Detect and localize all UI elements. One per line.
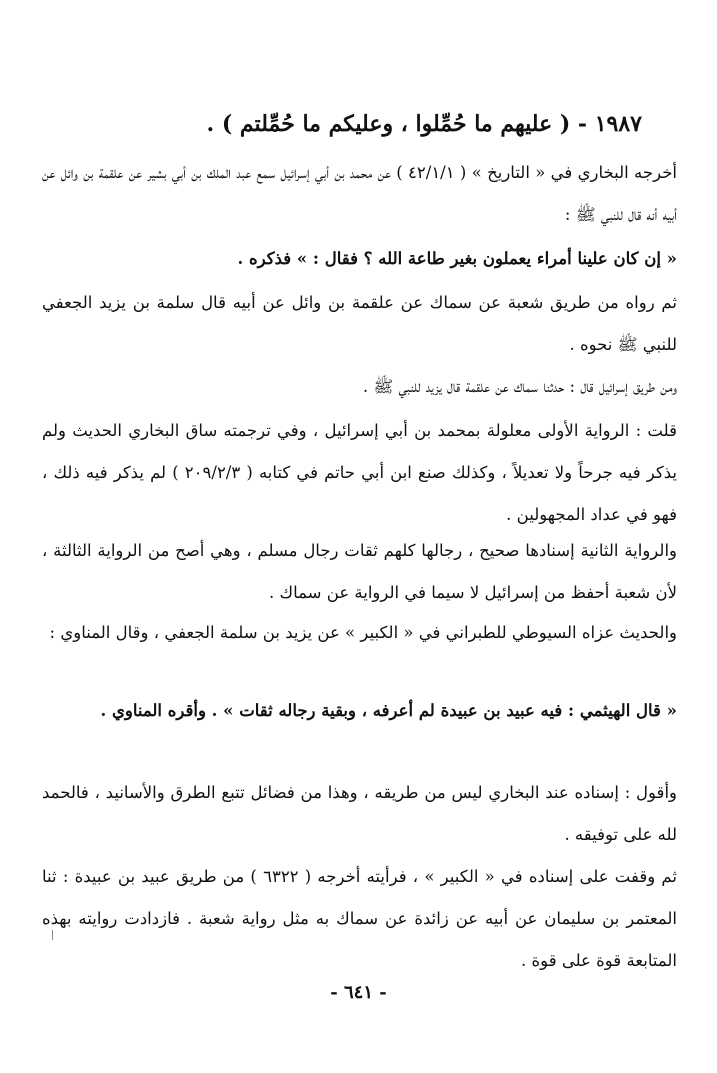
- paragraph-8: « قال الهيثمي : فيه عبيد بن عبيدة لم أعرفه ، وبقية رجاله ثقات » . وأقره المناوي .: [100, 701, 677, 720]
- paragraph-4: ومن طريق إسرائيل قال : حدثنا سماك عن علقمة قال يزيد للنبي ﷺ .: [362, 377, 677, 396]
- margin-mark: [52, 930, 53, 940]
- paragraph-3: ثم رواه من طريق شعبة عن سماك عن علقمة بن وائل عن أبيه قال سلمة بن يزيد الجعفي للنبي ﷺ نحوه .: [42, 293, 677, 354]
- paragraph-6: والرواية الثانية إسنادها صحيح ، رجالها كلهم ثقات رجال مسلم ، وهي أصح من الرواية الثالثة ، لأن شعبة أحفظ من إسرائيل لا سيما في الرواية عن سماك .: [42, 541, 677, 602]
- paragraph-7: والحديث عزاه السيوطي للطبراني في « الكبير » عن يزيد بن سلمة الجعفي ، وقال المناوي :: [49, 623, 677, 642]
- paragraph-5: قلت : الرواية الأولى معلولة بمحمد بن أبي إسرائيل ، وفي ترجمته ساق البخاري الحديث ولم يذكر فيه جرحاً ولا تعديلاً ، وكذلك صنع ابن أبي حاتم في كتابه ( ٢٠٩/٢/٣ ) لم يذكر فيه ذلك ، فهو في عداد المجهولين .: [42, 421, 677, 524]
- paragraph-1: أخرجه البخاري في « التاريخ » ( ٤٢/١/١ ) عن محمد بن أبي إسرائيل سمع عبد الملك بن أبي بشير عن علقمة بن وائل عن أبيه أنه قال للنبي ﷺ :: [42, 163, 677, 224]
- hadith-heading: ١٩٨٧ - ( عليهم ما حُمِّلوا ، وعليكم ما حُمِّلتم ) .: [206, 111, 642, 137]
- page-number: - ٦٤١ -: [330, 982, 387, 1003]
- paragraph-9: وأقول : إسناده عند البخاري ليس من طريقه ، وهذا من فضائل تتبع الطرق والأسانيد ، فالحمد لله على توفيقه .: [42, 783, 677, 844]
- paragraph-10: ثم وقفت على إسناده في « الكبير » ، فرأيته أخرجه ( ٦٣٢٢ ) من طريق عبيد بن عبيدة : ثنا المعتمر بن سليمان عن أبيه عن زائدة عن سماك به مثل رواية شعبة . فازدادت روايته بهذه المتابعة قوة على قوة .: [42, 867, 677, 970]
- paragraph-2: « إن كان علينا أمراء يعملون بغير طاعة الله ؟ فقال : » فذكره .: [237, 249, 677, 268]
